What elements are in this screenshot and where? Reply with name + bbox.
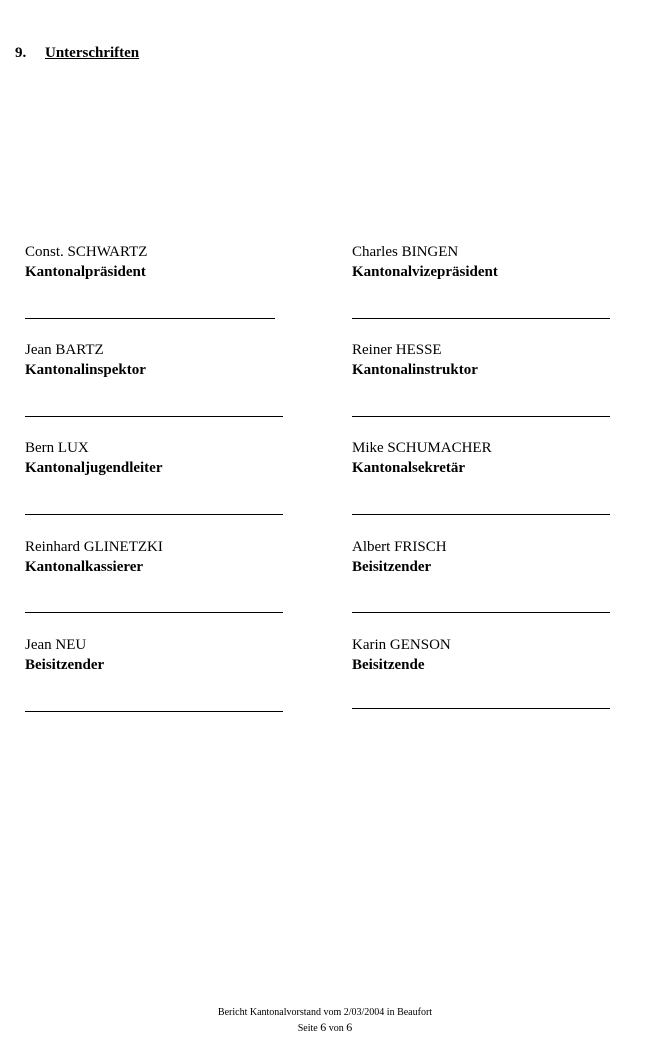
- signer-role: Beisitzende: [352, 657, 425, 673]
- footer-report-line: Bericht Kantonalvorstand vom 2/03/2004 in Beaufort: [217, 1007, 433, 1018]
- signer-block: [352, 242, 622, 282]
- signature-line: [352, 612, 610, 613]
- signer-name: Bern LUX: [25, 440, 89, 456]
- signer-role: Kantonalsekretär: [352, 460, 466, 476]
- footer-page-total: 6: [346, 1020, 353, 1034]
- signature-line: [25, 612, 283, 613]
- page-footer: [0, 1006, 650, 1036]
- signer-role: Kantonalpräsident: [25, 264, 146, 280]
- footer-page-sep: von: [328, 1023, 344, 1034]
- signer-block: [352, 438, 622, 478]
- signer-name: Const. SCHWARTZ: [25, 244, 148, 260]
- signature-line: [352, 416, 610, 417]
- signer-name: Charles BINGEN: [352, 244, 459, 260]
- signature-line: [352, 318, 610, 319]
- signer-block: [352, 537, 622, 577]
- signer-role: Kantonalinspektor: [25, 362, 146, 378]
- signer-block: [352, 340, 622, 380]
- signer-role: Kantonaljugendleiter: [25, 460, 163, 476]
- signature-line: [352, 514, 610, 515]
- signer-name: Albert FRISCH: [352, 539, 447, 555]
- signer-block: [25, 537, 295, 577]
- footer-page-number: [0, 1020, 650, 1036]
- section-heading: [15, 45, 139, 62]
- signer-name: Jean BARTZ: [25, 342, 104, 358]
- footer-page-current: 6: [320, 1020, 327, 1034]
- signer-role: Kantonalinstruktor: [352, 362, 478, 378]
- signature-line: [25, 416, 283, 417]
- signer-block: [352, 635, 622, 675]
- signature-line: [25, 711, 283, 712]
- signer-role: Beisitzender: [25, 657, 105, 673]
- section-title: Unterschriften: [45, 45, 140, 61]
- footer-page-prefix: Seite: [297, 1023, 318, 1034]
- section-number: 9.: [15, 45, 27, 61]
- signer-role: Kantonalvizepräsident: [352, 264, 498, 280]
- signature-line: [352, 708, 610, 709]
- signer-name: Reinhard GLINETZKI: [25, 539, 163, 555]
- signature-line: [25, 514, 283, 515]
- signer-name: Reiner HESSE: [352, 342, 442, 358]
- signer-role: Kantonalkassierer: [25, 559, 144, 575]
- signer-role: Beisitzender: [352, 559, 432, 575]
- signer-block: [25, 438, 295, 478]
- signer-name: Mike SCHUMACHER: [352, 440, 492, 456]
- signer-name: Karin GENSON: [352, 637, 451, 653]
- signer-block: [25, 635, 295, 675]
- signature-line: [25, 318, 275, 319]
- signer-block: [25, 242, 295, 282]
- signer-name: Jean NEU: [25, 637, 87, 653]
- signer-block: [25, 340, 295, 380]
